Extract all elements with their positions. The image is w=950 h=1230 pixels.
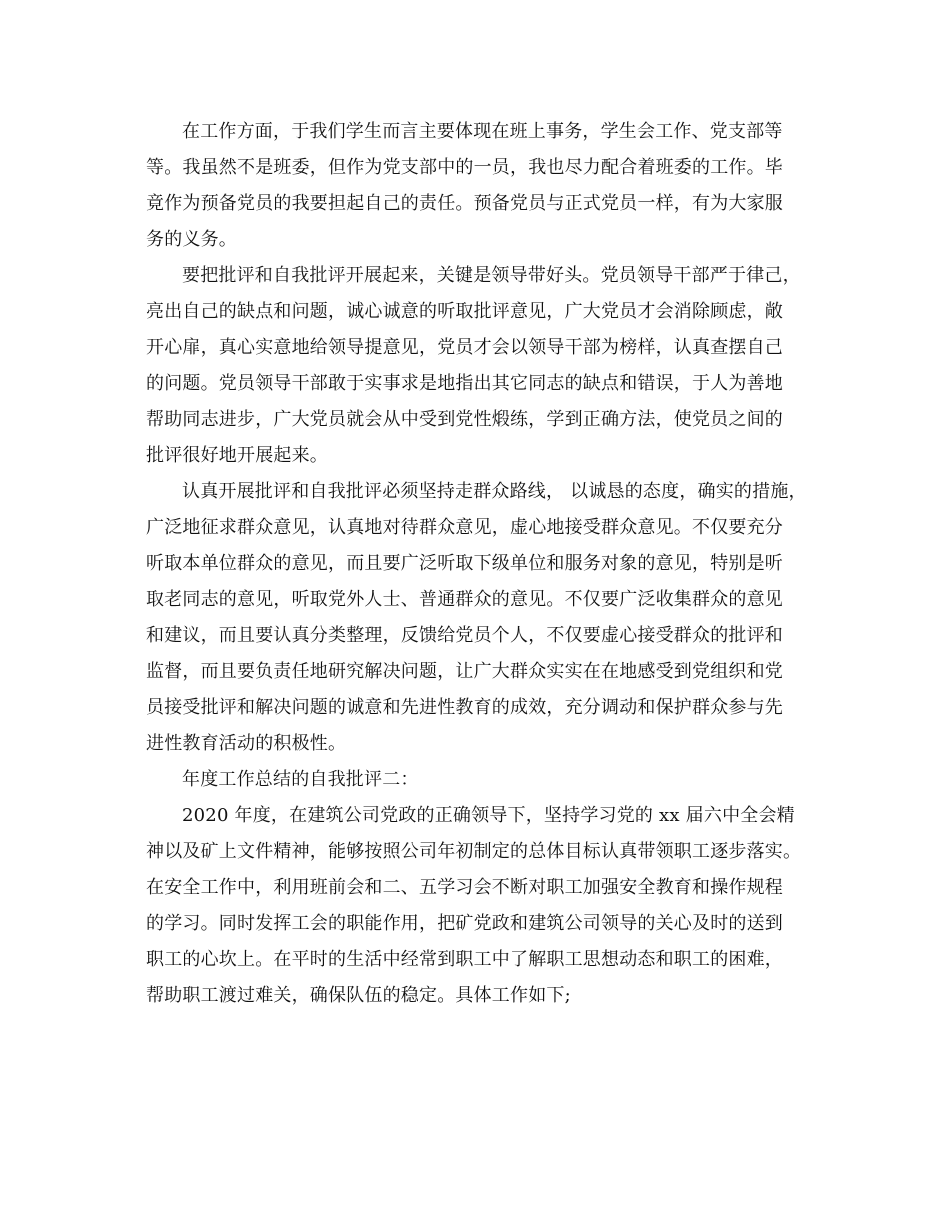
text-line: 帮助同志进步，广大党员就会从中受到党性煅练，学到正确方法，使党员之间的 [146, 409, 783, 430]
text-line: 务的义务。 [146, 229, 237, 250]
text-line: 亮出自己的缺点和问题，诚心诚意的听取批评意见，广大党员才会消除顾虑，敞 [146, 301, 783, 322]
text-line: 神以及矿上文件精神，能够按照公司年初制定的总体目标认真带领职工逐步落实。 [146, 841, 802, 862]
text-line: 认真开展批评和自我批评必须坚持走群众路线， 以诚恳的态度，确实的措施， [182, 481, 807, 502]
text-line: 广泛地征求群众意见，认真地对待群众意见，虚心地接受群众意见。不仅要充分 [146, 517, 783, 538]
text-line: 开心扉，真心实意地给领导提意见，党员才会以领导干部为榜样，认真查摆自己 [146, 337, 783, 358]
text-line: 进性教育活动的积极性。 [146, 733, 347, 754]
text-line: 帮助职工渡过难关，确保队伍的稳定。具体工作如下; [146, 985, 571, 1006]
text-line: 竟作为预备党员的我要担起自己的责任。预备党员与正式党员一样，有为大家服 [146, 193, 783, 214]
text-line: 等。我虽然不是班委，但作为党支部中的一员，我也尽力配合着班委的工作。毕 [146, 157, 783, 178]
section-heading: 年度工作总结的自我批评二： [182, 769, 419, 790]
text-line: 员接受批评和解决问题的诚意和先进性教育的成效，充分调动和保护群众参与先 [146, 697, 783, 718]
text-line: 的问题。党员领导干部敢于实事求是地指出其它同志的缺点和错误，于人为善地 [146, 373, 783, 394]
text-line: 职工的心坎上。在平时的生活中经常到职工中了解职工思想动态和职工的困难， [146, 949, 783, 970]
text-line: 取老同志的意见，听取党外人士、普通群众的意见。不仅要广泛收集群众的意见 [146, 589, 783, 610]
text-line: 监督，而且要负责任地研究解决问题，让广大群众实实在在地感受到党组织和党 [146, 661, 783, 682]
text-line: 要把批评和自我批评开展起来，关键是领导带好头。党员领导干部严于律己， [182, 265, 801, 286]
text-line: 2020 年度，在建筑公司党政的正确领导下，坚持学习党的 xx 届六中全会精 [182, 805, 795, 826]
text-line: 批评很好地开展起来。 [146, 445, 328, 466]
text-line: 在工作方面，于我们学生而言主要体现在班上事务，学生会工作、党支部等 [182, 121, 783, 142]
text-line: 在安全工作中，利用班前会和二、五学习会不断对职工加强安全教育和操作规程 [146, 877, 783, 898]
text-line: 的学习。同时发挥工会的职能作用，把矿党政和建筑公司领导的关心及时的送到 [146, 913, 783, 934]
text-line: 和建议，而且要认真分类整理，反馈给党员个人，不仅要虚心接受群众的批评和 [146, 625, 783, 646]
text-line: 听取本单位群众的意见，而且要广泛听取下级单位和服务对象的意见，特别是听 [146, 553, 783, 574]
document-body [0, 114, 950, 1014]
